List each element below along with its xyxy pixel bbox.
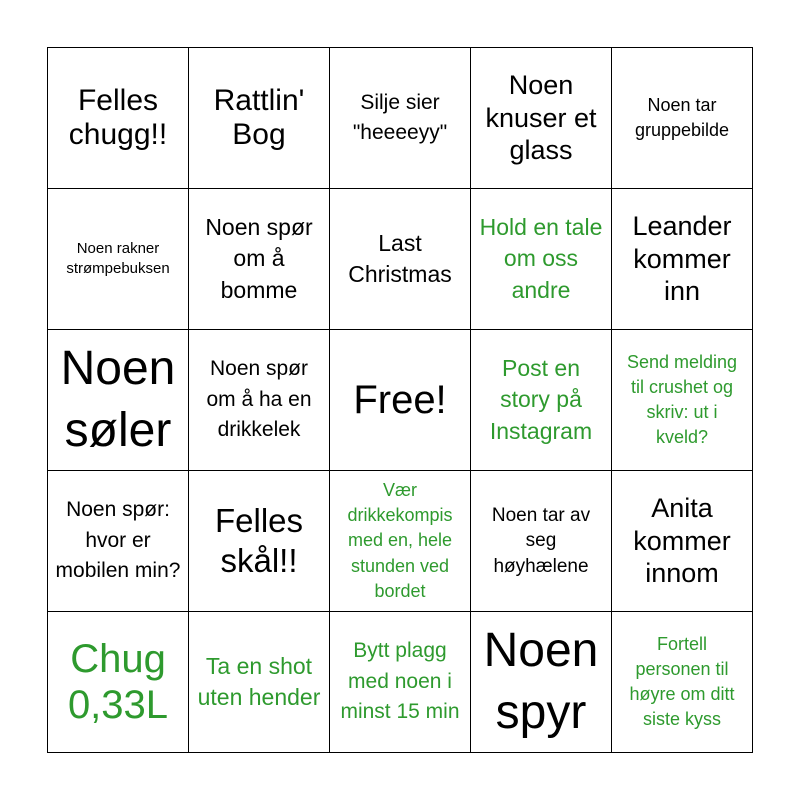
cell-text: Last Christmas [348,229,452,287]
bingo-cell-r3-c2[interactable] [189,330,330,471]
cell-text: Fortell personen til høyre om ditt siste kyss [629,633,735,730]
bingo-cell-r2-c4[interactable] [471,189,612,330]
cell-text: Anita kommer innom [633,493,731,589]
cell-text: Noen spør: hvor er mobilen min? [55,498,181,583]
cell-text: Noen søler [60,341,176,457]
cell-text: Felles skål!! [214,502,304,579]
bingo-cell-r1-c2[interactable] [189,48,330,189]
cell-text: Noen knuser et glass [485,70,597,166]
bingo-cell-r1-c3[interactable] [330,48,471,189]
bingo-cell-r4-c4[interactable] [471,471,612,612]
cell-text: Ta en shot uten hender [197,652,321,710]
bingo-cell-r3-c4[interactable] [471,330,612,471]
cell-text: Noen spør om å ha en drikkelek [206,357,312,442]
bingo-cell-r2-c1[interactable] [48,189,189,330]
bingo-cell-r5-c2[interactable] [189,612,330,753]
cell-text: Noen tar gruppebilde [634,94,730,140]
bingo-cell-r4-c1[interactable] [48,471,189,612]
cell-text: Noen tar av seg høyhælene [491,504,591,577]
cell-text: Bytt plagg med noen i minst 15 min [340,639,460,724]
cell-text: Hold en tale om oss andre [479,214,603,303]
bingo-cell-r5-c1[interactable] [48,612,189,753]
cell-text: Noen spyr [483,623,599,739]
bingo-cell-r1-c1[interactable] [48,48,189,189]
bingo-cell-r5-c4[interactable] [471,612,612,753]
cell-text: Chug 0,33L [67,637,169,727]
bingo-cell-r1-c4[interactable] [471,48,612,189]
cell-text: Leander kommer inn [632,211,732,307]
cell-text: Rattlin' Bog [213,83,305,151]
bingo-cell-r4-c5[interactable] [612,471,753,612]
bingo-cell-r3-c3-free[interactable] [330,330,471,471]
bingo-cell-r2-c3[interactable] [330,189,471,330]
bingo-cell-r3-c5[interactable] [612,330,753,471]
free-space-label: Free! [353,378,447,422]
bingo-cell-r2-c2[interactable] [189,189,330,330]
bingo-board [47,47,753,753]
bingo-cell-r2-c5[interactable] [612,189,753,330]
cell-text: Silje sier "heeeeyy" [352,90,448,144]
bingo-cell-r4-c2[interactable] [189,471,330,612]
bingo-cell-r1-c5[interactable] [612,48,753,189]
bingo-cell-r5-c5[interactable] [612,612,753,753]
cell-text: Noen rakner strømpebuksen [66,239,170,277]
cell-text: Noen spør om å bomme [205,214,313,303]
cell-text: Felles chugg!! [68,83,168,151]
bingo-cell-r3-c1[interactable] [48,330,189,471]
bingo-cell-r5-c3[interactable] [330,612,471,753]
cell-text: Post en story på Instagram [489,355,593,444]
cell-text: Vær drikkekompis med en, hele stunden ved bordet [347,480,453,601]
cell-text: Send melding til crushet og skriv: ut i kveld? [626,351,738,448]
bingo-cell-r4-c3[interactable] [330,471,471,612]
